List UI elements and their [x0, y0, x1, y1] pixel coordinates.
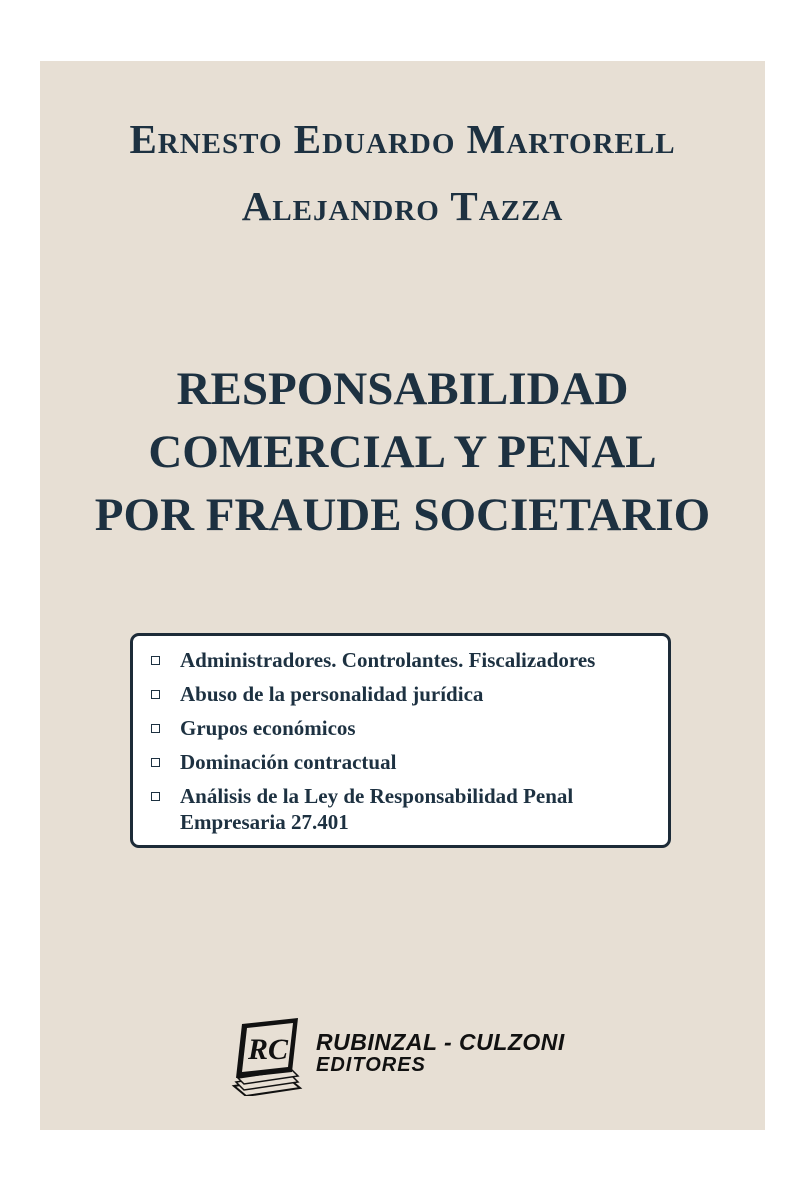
checkbox-bullet-icon — [151, 792, 160, 801]
checkbox-bullet-icon — [151, 656, 160, 665]
publisher-name: RUBINZAL - CULZONI — [316, 1029, 565, 1055]
topic-item — [133, 681, 668, 707]
book-cover — [40, 61, 765, 1130]
topics-list — [133, 636, 668, 835]
topic-text: Abuso de la personalidad jurídica — [180, 682, 484, 706]
checkbox-bullet-icon — [151, 758, 160, 767]
publisher-subtitle: EDITORES — [316, 1054, 426, 1076]
publisher-logo-text: RC — [247, 1033, 289, 1066]
title-line: POR FRAUDE SOCIETARIO — [94, 489, 711, 541]
topic-text: Análisis de la Ley de Responsabilidad Penal — [180, 784, 574, 808]
topics-box — [130, 633, 671, 848]
topic-item — [133, 749, 668, 775]
author-name: Alejandro Tazza — [241, 183, 564, 229]
topic-text: Dominación contractual — [180, 750, 397, 774]
topic-text-continuation: Empresaria 27.401 — [180, 810, 349, 834]
topic-item — [133, 715, 668, 741]
topic-item — [133, 783, 668, 835]
checkbox-bullet-icon — [151, 690, 160, 699]
title-line: RESPONSABILIDAD — [176, 363, 629, 415]
book-title — [40, 358, 765, 547]
topic-item — [133, 647, 668, 673]
topic-text: Administradores. Controlantes. Fiscalizadores — [180, 648, 596, 672]
publisher-logo-icon — [228, 1016, 306, 1096]
title-line: COMERCIAL Y PENAL — [148, 426, 657, 478]
author-name: Ernesto Eduardo Martorell — [129, 116, 676, 162]
checkbox-bullet-icon — [151, 724, 160, 733]
topic-text: Grupos económicos — [180, 716, 356, 740]
publisher-block — [228, 1016, 628, 1096]
